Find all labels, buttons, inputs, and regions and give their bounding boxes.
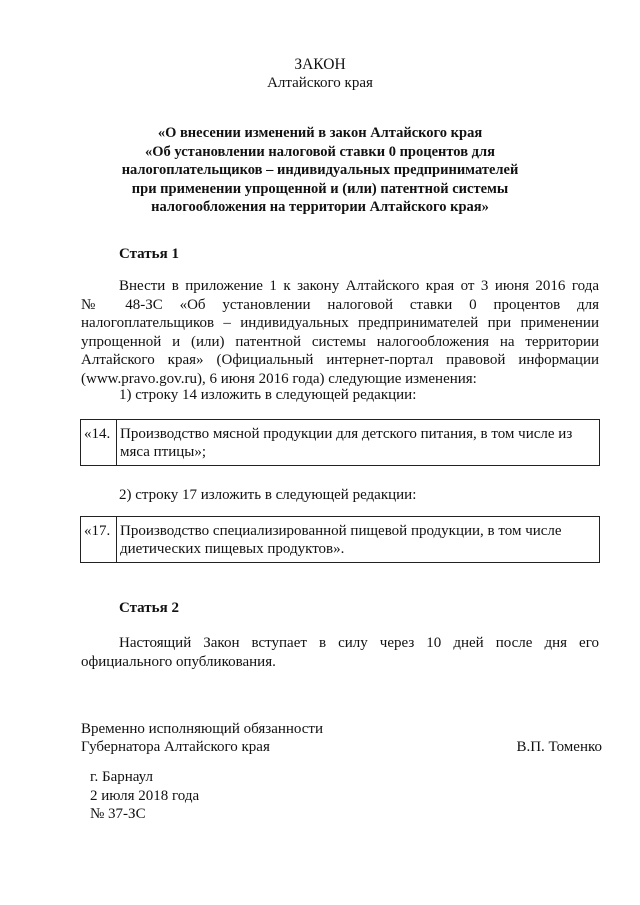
law-heading <box>60 124 580 217</box>
paragraph-line: (www.pravo.gov.ru), 6 июня 2016 года) следующие изменения: <box>81 370 477 387</box>
amended-row-14-table <box>80 419 600 466</box>
amendment-item-1: 1) строку 14 изложить в следующей редакции: <box>119 387 417 403</box>
amendment-item-2: 2) строку 17 изложить в следующей редакции: <box>119 487 417 503</box>
law-heading-line: налогообложения на территории Алтайского края» <box>151 199 489 215</box>
footer-city: г. Барнаул <box>90 769 153 785</box>
table-row <box>81 517 600 563</box>
row-text-cell: Производство мясной продукции для детского питания, в том числе из мяса птицы»; <box>117 420 600 466</box>
document-region-subtitle: Алтайского края <box>267 75 373 91</box>
signatory-name: В.П. Томенко <box>516 739 602 755</box>
paragraph-line: Внести в приложение 1 к закону Алтайского края от 3 июня 2016 года <box>119 278 599 294</box>
article-2-paragraph <box>81 634 599 671</box>
article-2-title: Статья 2 <box>119 600 179 616</box>
law-heading-line: «О внесении изменений в закон Алтайского края <box>157 125 483 141</box>
document-footer <box>90 768 199 824</box>
law-heading-line: при применении упрощенной и (или) патентной системы <box>131 180 509 197</box>
row-number-cell: «14. <box>81 420 117 466</box>
amended-row-17-table <box>80 516 600 563</box>
signatory-position-line: Губернатора Алтайского края <box>81 739 270 755</box>
footer-date: 2 июля 2018 года <box>90 787 200 804</box>
paragraph-line: Настоящий Закон вступает в силу через 10 дней после дня его <box>119 635 599 651</box>
row-number-cell: «17. <box>81 517 117 563</box>
paragraph-line: № 48-ЗС «Об установлении налоговой ставки 0 процентов для <box>81 296 599 313</box>
paragraph-line: налогоплательщиков – индивидуальных предпринимателей при применении <box>81 315 599 331</box>
document-type-title: ЗАКОН <box>294 56 346 73</box>
article-1-paragraph <box>81 277 599 388</box>
signatory-position-line: Временно исполняющий обязанности <box>81 721 324 737</box>
row-text-cell: Производство специализированной пищевой продукции, в том числе диетических пищевых продуктов». <box>117 517 600 563</box>
table-row <box>81 420 600 466</box>
paragraph-line: официального опубликования. <box>81 653 276 670</box>
paragraph-line: Алтайского края» (Официальный интернет-портал правовой информации <box>81 352 599 368</box>
article-1-title: Статья 1 <box>119 246 179 262</box>
signatory-position <box>81 720 323 756</box>
law-heading-line: налогоплательщиков – индивидуальных предпринимателей <box>121 162 519 178</box>
footer-number: № 37-ЗС <box>90 806 146 822</box>
paragraph-line: упрощенной и (или) патентной системы налогообложения на территории <box>81 333 599 350</box>
law-heading-line: «Об установлении налоговой ставки 0 процентов для <box>145 143 495 160</box>
